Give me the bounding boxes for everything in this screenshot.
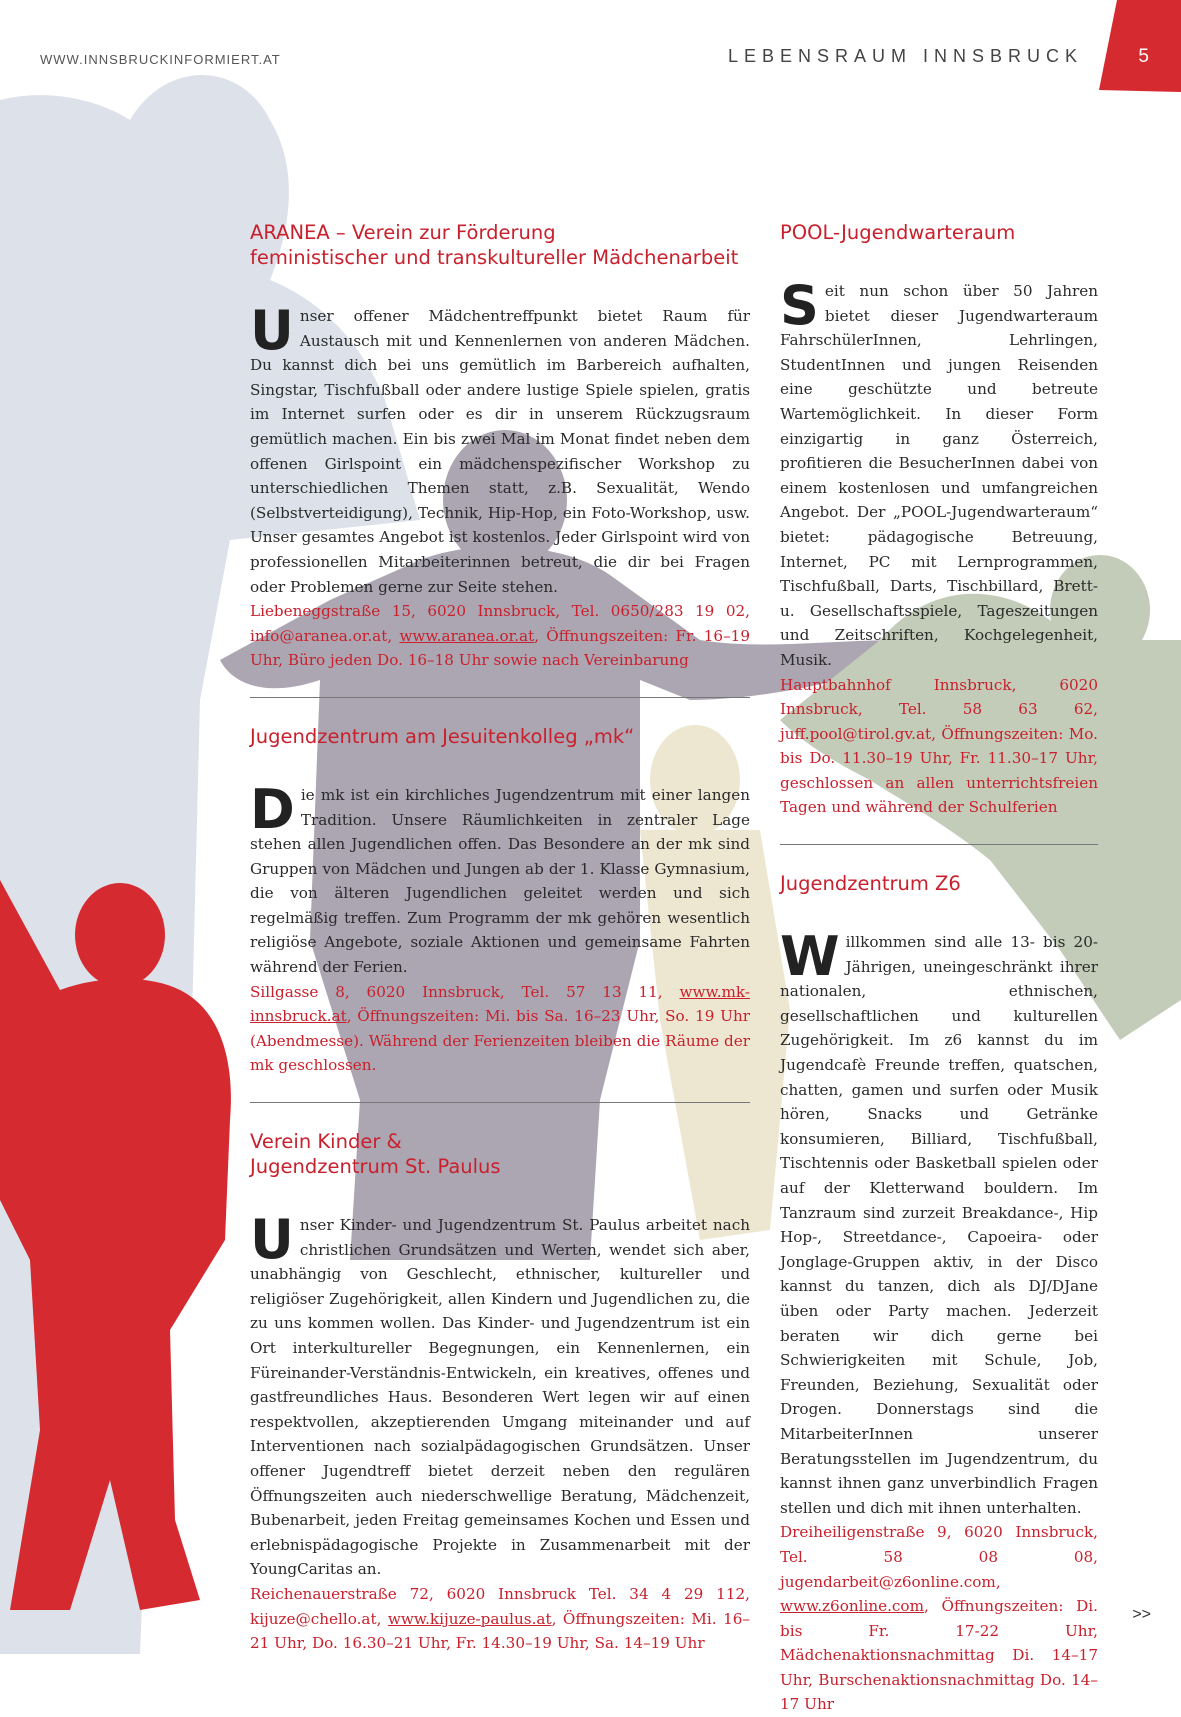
article-title <box>780 220 1098 245</box>
page-number: 5 <box>1138 46 1149 67</box>
left-column <box>250 220 750 1656</box>
dropcap: S <box>780 274 819 337</box>
contact-text: , Öffnungszeiten: Di. bis Fr. 17-22 Uhr, Mädchenaktionsnachmittag Di. 14–17 Uhr, Burschenaktionsnachmittag Do. 14–17 Uhr <box>780 1597 1098 1714</box>
website-link[interactable]: www.mk-innsbruck.at <box>250 982 750 1026</box>
section-divider <box>780 844 1098 845</box>
article-title <box>250 1129 750 1179</box>
article-contact <box>780 673 1098 821</box>
article-body-text: illkommen sind alle 13- bis 20-Jährigen, uneingeschränkt ihrer nationalen, ethnischen, gesellschaftlichen und kulturellen Zugehörigkeit. Im z6 kannst du im Jugendcafè Freunde treffen, quatschen, chatten, gamen und surfen oder Musik hören, Snacks und Getränke konsumieren, Billiard, Tischfußball, Tischtennis oder Basketball spielen oder auf der Kletterwand bouldern. Im Tanzraum sind zurzeit Breakdance-, Hip Hop-, Streetdance-, Capoeira- oder Jonglage-Gruppen aktiv, in der Disco kannst du tanzen, dich als DJ/DJane üben oder Party machen. Jederzeit beraten wir dich gerne bei Schwierigkeiten mit Schule, Job, Freunden, Beziehung, Sexualität oder Drogen. Donnerstags sind die MitarbeiterInnen unserer Beratungsstellen im Jugendzentrum, du kannst ihnen ganz unverbindlich Fragen stellen und dich mit ihnen unterhalten. <box>780 933 1098 1517</box>
article-paulus <box>250 1129 750 1656</box>
silhouette-red-figure <box>0 880 231 1610</box>
article-title-line: Jugendzentrum Z6 <box>780 872 961 896</box>
dropcap: D <box>250 777 295 841</box>
website-link[interactable]: www.z6online.com <box>780 1597 924 1616</box>
article-z6 <box>780 871 1098 1717</box>
next-page-arrow[interactable]: >> <box>1132 1606 1151 1623</box>
article-title-line: Verein Kinder & <box>250 1130 402 1154</box>
right-column <box>780 220 1098 1717</box>
website-link[interactable]: www.kijuze-paulus.at <box>387 1609 552 1628</box>
article-title <box>250 724 750 749</box>
article-title-line: POOL-Jugendwarteraum <box>780 221 1016 244</box>
contact-text: Sillgasse 8, 6020 Innsbruck, Tel. 57 13 11, <box>250 982 680 1001</box>
section-divider <box>250 697 750 698</box>
section-divider <box>250 1102 750 1103</box>
dropcap: W <box>780 925 840 989</box>
article-body-text: nser Kinder- und Jugendzentrum St. Paulus arbeitet nach christlichen Grundsätzen und Werten, wendet sich aber, unabhängig von Geschlecht, ethnischer, kultureller und religiöser Zugehörigkeit, allen Kindern und Jugendlichen zu, die zu uns kommen wollen. Das Kinder- und Jugendzentrum ist ein Ort interkultureller Begegnungen, ein Kennenlernen, ein Füreinander-Verständnis-Entwickeln, ein kreatives, offenes und gastfreundliches Haus. Besonderen Wert legen wir auf einen respektvollen, akzeptierenden Umgang miteinander und auf Interventionen nach sozialpädagogischen Grundsätzen. Unser offener Jugendtreff bietet derzeit neben den regulären Öffnungszeiten auch niederschwellige Beratung, Mädchenzeit, Bubenarbeit, jeden Freitag gemeinsames Kochen und Essen und erlebnispädagogische Projekte in Zusammenarbeit mit der YoungCaritas an. <box>250 1216 750 1579</box>
header-url[interactable]: WWW.INNSBRUCKINFORMIERT.AT <box>40 52 281 67</box>
article-pool <box>780 220 1098 820</box>
contact-text: Hauptbahnhof Innsbruck, 6020 Innsbruck, Tel. 58 63 62, juff.pool@tirol.gv.at, Öffnungszeiten: Mo. bis Do. 11.30–19 Uhr, Fr. 11.30–17 Uhr, geschlossen an allen unterrichtsfreien Tagen und während der Schulferien <box>780 675 1098 817</box>
article-body <box>250 777 750 980</box>
article-title-line: ARANEA – Verein zur Förderung <box>250 221 556 244</box>
website-link[interactable]: www.aranea.or.at <box>399 626 535 645</box>
article-contact <box>250 599 750 673</box>
article-body <box>250 299 750 599</box>
article-body-text: ie mk ist ein kirchliches Jugendzentrum mit einer langen Tradition. Unsere Räumlichkeiten in zentraler Lage stehen allen Jugendlichen offen. Das Besondere an der mk sind Gruppen von Mädchen und Jungen ab der 1. Klasse Gymnasium, die von älteren Jugendlichen geleitet werden und sich regelmäßig treffen. Zum Programm der mk gehören wesentlich religiöse Angebote, soziale Aktionen und gemeinsame Fahrten während der Ferien. <box>250 785 750 977</box>
contact-text: , Öffnungszeiten: Mi. bis Sa. 16–23 Uhr, So. 19 Uhr (Abendmesse). Während der Ferienzeiten bleiben die Räume der mk geschlossen. <box>250 1007 750 1075</box>
article-title <box>250 220 750 270</box>
article-title-line: Jugendzentrum St. Paulus <box>250 1155 501 1179</box>
contact-text: Liebeneggstraße 15, 6020 Innsbruck, Tel. 0650/283 19 02, info@aranea.or.at, <box>250 602 750 645</box>
article-contact <box>250 1582 750 1656</box>
article-mk <box>250 724 750 1078</box>
article-body-text: nser offener Mädchentreffpunkt bietet Raum für Austausch mit und Kennenlernen von anderen Mädchen. Du kannst dich bei uns gemütlich im Barbereich aufhalten, Singstar, Tischfußball oder andere lustige Spiele spielen, gratis im Internet surfen oder es dir in unserem Rückzugsraum gemütlich machen. Ein bis zwei Mal im Monat findet neben dem offenen Girlspoint ein mädchenspezifischer Workshop zu unterschiedlichen Themen statt, z.B. Sexualität, Wendo (Selbstverteidigung), Technik, Hip-Hop, ein Foto-Workshop, usw. Unser gesamtes Angebot ist kostenlos. Jeder Girlspoint wird von professionellen Mitarbeiterinnen betreut, die dir bei Fragen oder Problemen gerne zur Seite stehen. <box>250 307 750 596</box>
article-body <box>250 1208 750 1582</box>
article-contact <box>780 1520 1098 1717</box>
article-contact <box>250 980 750 1078</box>
contact-text: Dreiheiligenstraße 9, 6020 Innsbruck, Tel. 58 08 08, jugendarbeit@z6online.com, <box>780 1523 1098 1591</box>
contact-text: , Öffnungszeiten: Mi. 16–21 Uhr, Do. 16.30–21 Uhr, Fr. 14.30–19 Uhr, Sa. 14–19 Uhr <box>250 1609 750 1653</box>
contact-text: Reichenauerstraße 72, 6020 Innsbruck Tel. 34 4 29 112, kijuze@chello.at, <box>250 1584 750 1628</box>
header-section-title: LEBENSRAUM INNSBRUCK <box>727 46 1083 66</box>
article-body <box>780 925 1098 1520</box>
contact-text: , Öffnungszeiten: Fr. 16–19 Uhr, Büro jeden Do. 16–18 Uhr sowie nach Vereinbarung <box>250 626 750 670</box>
article-body <box>780 274 1098 673</box>
article-aranea <box>250 220 750 673</box>
article-title-line: feministischer und transkultureller Mädchenarbeit <box>250 246 739 269</box>
article-title-line: Jugendzentrum am Jesuitenkolleg „mk“ <box>250 724 635 748</box>
article-title <box>780 871 1098 896</box>
article-body-text: eit nun schon über 50 Jahren bietet dieser Jugendwarteraum FahrschülerInnen, Lehrlingen, StudentInnen und jungen Reisenden eine geschützte und betreute Wartemöglichkeit. In dieser Form einzigartig in ganz Österreich, profitieren die BesucherInnen dabei von einem kostenlosen und umfangreichen Angebot. Der „POOL-Jugendwarteraum“ bietet: pädagogische Betreuung, Internet, PC mit Lernprogrammen, Tischfußball, Darts, Tischbillard, Brett- u. Gesellschaftsspiele, Tageszeitungen und Zeitschriften, Kochgelegenheit, Musik. <box>780 282 1098 669</box>
dropcap: U <box>250 299 294 362</box>
dropcap: U <box>250 1208 294 1272</box>
